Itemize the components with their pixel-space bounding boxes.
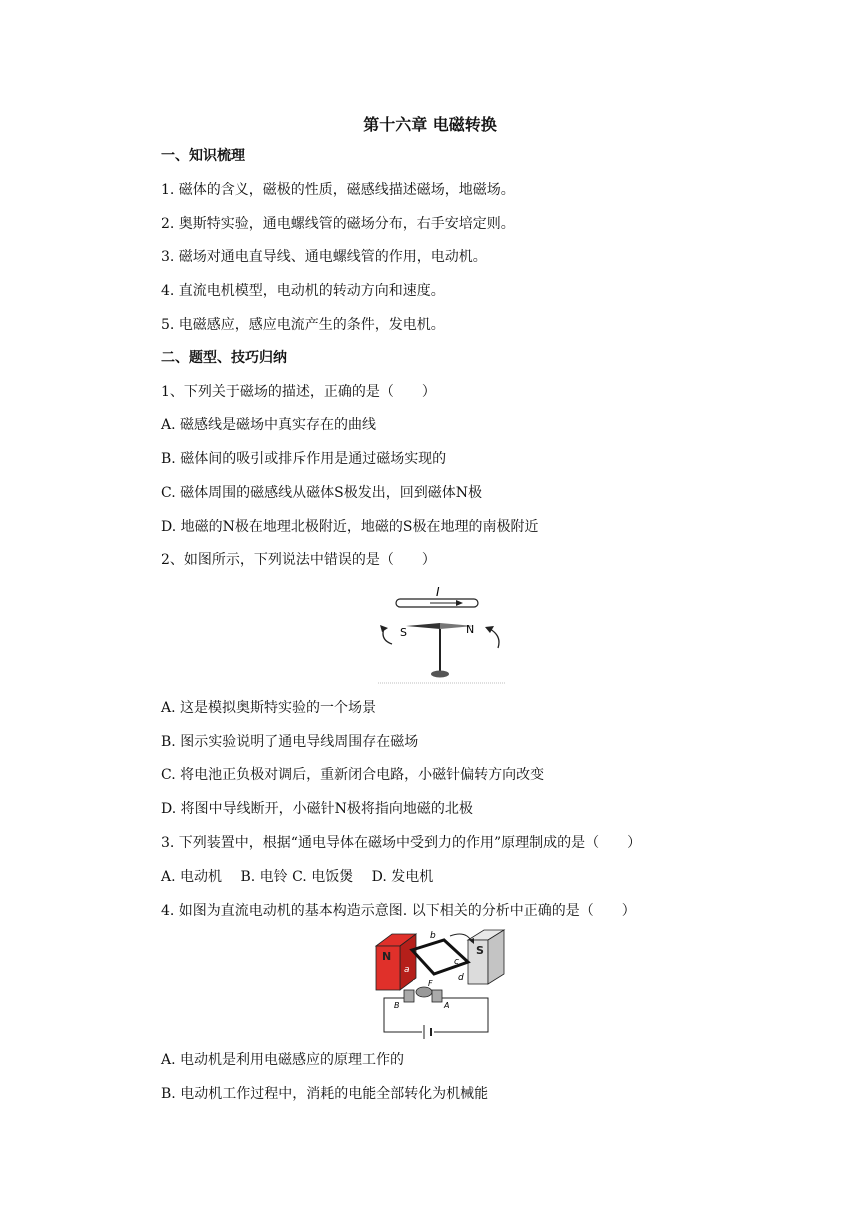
brush-b	[404, 990, 414, 1002]
coil-label-a: a	[404, 965, 410, 975]
needle-south-label: S	[400, 626, 407, 639]
question-2-option-d: D. 将图中导线断开，小磁针N极将指向地磁的北极	[161, 801, 473, 817]
question-2-stem: 2、如图所示，下列说法中错误的是（ ）	[161, 552, 436, 568]
stand-base	[431, 671, 449, 678]
label-a-brush: A	[444, 1001, 450, 1010]
knowledge-item: 3. 磁场对通电直导线、通电螺线管的作用，电动机。	[161, 249, 487, 265]
magnet-n-label: N	[382, 950, 392, 963]
commutator	[416, 987, 432, 997]
question-4-option-a: A. 电动机是利用电磁感应的原理工作的	[161, 1052, 405, 1068]
label-f: F	[428, 979, 433, 988]
question-4-stem: 4. 如图为直流电动机的基本构造示意图. 以下相关的分析中正确的是（ ）	[161, 903, 636, 919]
oersted-experiment-figure	[370, 582, 510, 686]
question-2-option-b: B. 图示实验说明了通电导线周围存在磁场	[161, 734, 419, 750]
section-heading-question-types: 二、题型、技巧归纳	[161, 350, 287, 366]
knowledge-item: 2. 奥斯特实验，通电螺线管的磁场分布，右手安培定则。	[161, 216, 515, 232]
question-1-stem: 1、下列关于磁场的描述，正确的是（ ）	[161, 384, 436, 400]
question-1-option-d: D. 地磁的N极在地理北极附近，地磁的S极在地理的南极附近	[161, 519, 539, 535]
coil-label-c: c	[454, 957, 459, 967]
brush-a	[432, 990, 442, 1002]
question-3-options: A. 电动机 B. 电铃 C. 电饭煲 D. 发电机	[161, 869, 434, 885]
label-b-brush: B	[394, 1001, 400, 1010]
chapter-title: 第十六章 电磁转换	[363, 115, 497, 134]
question-4-option-b: B. 电动机工作过程中，消耗的电能全部转化为机械能	[161, 1086, 489, 1102]
question-3-stem: 3. 下列装置中，根据“通电导体在磁场中受到力的作用”原理制成的是（ ）	[161, 835, 642, 851]
needle-south-half	[406, 623, 440, 629]
circuit-wire-right	[434, 998, 488, 1032]
coil	[412, 940, 468, 974]
question-2-option-a: A. 这是模拟奥斯特实验的一个场景	[161, 700, 377, 716]
section-heading-knowledge: 一、知识梳理	[161, 148, 245, 164]
coil-label-d: d	[458, 973, 464, 983]
question-2-option-c: C. 将电池正负极对调后，重新闭合电路，小磁针偏转方向改变	[161, 767, 545, 783]
knowledge-item: 4. 直流电机模型，电动机的转动方向和速度。	[161, 283, 445, 299]
magnet-s-label: S	[476, 944, 484, 957]
knowledge-item: 5. 电磁感应，感应电流产生的条件，发电机。	[161, 317, 445, 333]
coil-label-b: b	[430, 931, 436, 941]
question-1-option-b: B. 磁体间的吸引或排斥作用是通过磁场实现的	[161, 451, 447, 467]
current-label: I	[436, 585, 440, 599]
question-1-option-c: C. 磁体周围的磁感线从磁体S极发出，回到磁体N极	[161, 485, 482, 501]
needle-north-label: N	[466, 623, 475, 636]
knowledge-item: 1. 磁体的含义，磁极的性质，磁感线描述磁场，地磁场。	[161, 182, 515, 198]
circuit-wire-left	[384, 998, 422, 1032]
rotation-arrow-right	[490, 629, 499, 648]
question-1-option-a: A. 磁感线是磁场中真实存在的曲线	[161, 417, 377, 433]
label-e: E	[412, 979, 418, 988]
dc-motor-figure	[370, 928, 510, 1040]
